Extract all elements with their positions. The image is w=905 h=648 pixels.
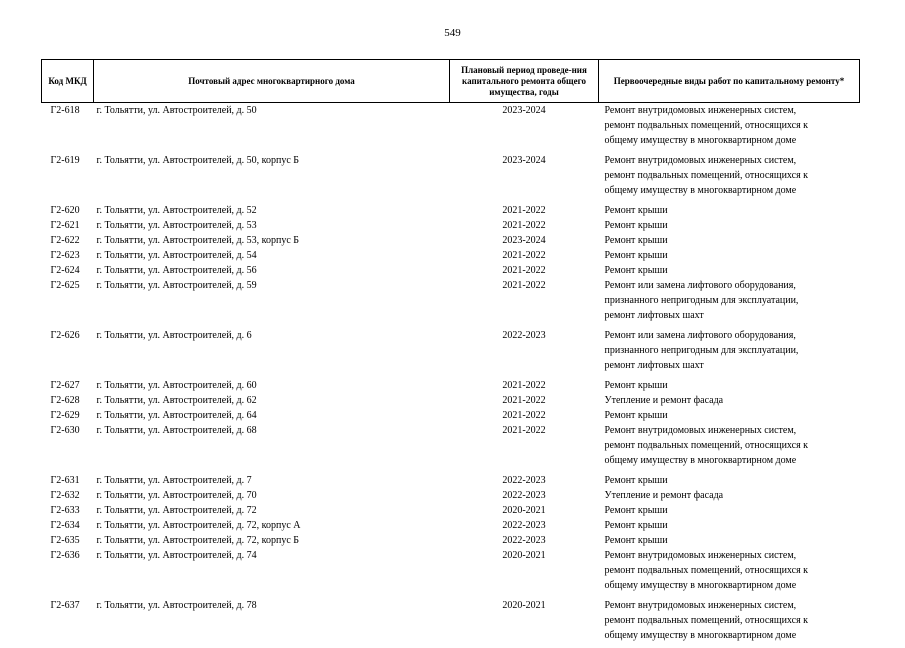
- cell-address: г. Тольятти, ул. Автостроителей, д. 62: [94, 393, 450, 408]
- work-line: общему имуществу в многоквартирном доме: [605, 453, 858, 468]
- header-row: [42, 60, 860, 103]
- work-line: ремонт лифтовых шахт: [605, 358, 858, 373]
- cell-code: Г2-622: [42, 233, 94, 248]
- cell-period: 2021-2022: [450, 278, 599, 328]
- table-row: [42, 263, 860, 278]
- cell-period: 2020-2021: [450, 503, 599, 518]
- table-header: [42, 60, 860, 103]
- cell-address: г. Тольятти, ул. Автостроителей, д. 52: [94, 203, 450, 218]
- cell-period: 2023-2024: [450, 233, 599, 248]
- cell-works: [599, 263, 860, 278]
- cell-period: 2022-2023: [450, 533, 599, 548]
- cell-code: Г2-637: [42, 598, 94, 648]
- work-line: Ремонт крыши: [605, 518, 858, 533]
- cell-code: Г2-631: [42, 473, 94, 488]
- table-row: [42, 153, 860, 203]
- work-line: Утепление и ремонт фасада: [605, 488, 858, 503]
- work-line: Ремонт крыши: [605, 203, 858, 218]
- cell-address: г. Тольятти, ул. Автостроителей, д. 54: [94, 248, 450, 263]
- table-row: [42, 103, 860, 154]
- table-row: [42, 218, 860, 233]
- cell-address: г. Тольятти, ул. Автостроителей, д. 64: [94, 408, 450, 423]
- cell-address: г. Тольятти, ул. Автостроителей, д. 68: [94, 423, 450, 473]
- cell-period: 2020-2021: [450, 548, 599, 598]
- table-row: [42, 203, 860, 218]
- cell-code: Г2-634: [42, 518, 94, 533]
- cell-period: 2023-2024: [450, 153, 599, 203]
- work-line: ремонт подвальных помещений, относящихся к: [605, 563, 858, 578]
- work-line: общему имуществу в многоквартирном доме: [605, 628, 858, 643]
- table-row: [42, 393, 860, 408]
- cell-code: Г2-627: [42, 378, 94, 393]
- work-line: Ремонт крыши: [605, 473, 858, 488]
- cell-works: [599, 378, 860, 393]
- table-row: [42, 598, 860, 648]
- cell-works: [599, 518, 860, 533]
- work-line: Ремонт внутридомовых инженерных систем,: [605, 548, 858, 563]
- cell-code: Г2-624: [42, 263, 94, 278]
- work-line: Ремонт внутридомовых инженерных систем,: [605, 598, 858, 613]
- cell-code: Г2-633: [42, 503, 94, 518]
- cell-works: [599, 503, 860, 518]
- table-row: [42, 503, 860, 518]
- work-line: Ремонт крыши: [605, 378, 858, 393]
- cell-works: [599, 488, 860, 503]
- work-line: ремонт подвальных помещений, относящихся к: [605, 118, 858, 133]
- table-row: [42, 423, 860, 473]
- table-body: [42, 103, 860, 648]
- page-number: 549: [0, 27, 905, 39]
- cell-code: Г2-635: [42, 533, 94, 548]
- cell-period: 2021-2022: [450, 423, 599, 473]
- cell-address: г. Тольятти, ул. Автостроителей, д. 56: [94, 263, 450, 278]
- cell-works: [599, 393, 860, 408]
- table-row: [42, 378, 860, 393]
- cell-works: [599, 328, 860, 378]
- work-line: Ремонт крыши: [605, 503, 858, 518]
- cell-period: 2022-2023: [450, 518, 599, 533]
- cell-code: Г2-623: [42, 248, 94, 263]
- work-line: Ремонт или замена лифтового оборудования,: [605, 278, 858, 293]
- cell-address: г. Тольятти, ул. Автостроителей, д. 50: [94, 103, 450, 154]
- work-line: признанного непригодным для эксплуатации,: [605, 343, 858, 358]
- work-line: Ремонт крыши: [605, 218, 858, 233]
- table-row: [42, 278, 860, 328]
- cell-works: [599, 153, 860, 203]
- cell-address: г. Тольятти, ул. Автостроителей, д. 72: [94, 503, 450, 518]
- header-address: Почтовый адрес многоквартирного дома: [94, 60, 450, 103]
- table-row: [42, 408, 860, 423]
- work-line: Ремонт крыши: [605, 263, 858, 278]
- cell-address: г. Тольятти, ул. Автостроителей, д. 53: [94, 218, 450, 233]
- cell-period: 2021-2022: [450, 218, 599, 233]
- work-line: признанного непригодным для эксплуатации,: [605, 293, 858, 308]
- cell-period: 2022-2023: [450, 328, 599, 378]
- table-row: [42, 328, 860, 378]
- cell-period: 2021-2022: [450, 378, 599, 393]
- work-line: ремонт подвальных помещений, относящихся к: [605, 613, 858, 628]
- cell-code: Г2-630: [42, 423, 94, 473]
- cell-address: г. Тольятти, ул. Автостроителей, д. 78: [94, 598, 450, 648]
- work-line: Ремонт внутридомовых инженерных систем,: [605, 423, 858, 438]
- cell-works: [599, 548, 860, 598]
- table-row: [42, 488, 860, 503]
- work-line: ремонт лифтовых шахт: [605, 308, 858, 323]
- cell-works: [599, 103, 860, 154]
- cell-period: 2023-2024: [450, 103, 599, 154]
- cell-code: Г2-629: [42, 408, 94, 423]
- cell-works: [599, 423, 860, 473]
- work-line: Ремонт внутридомовых инженерных систем,: [605, 153, 858, 168]
- work-line: Ремонт крыши: [605, 248, 858, 263]
- cell-period: 2021-2022: [450, 248, 599, 263]
- work-line: общему имуществу в многоквартирном доме: [605, 133, 858, 148]
- cell-period: 2022-2023: [450, 488, 599, 503]
- work-line: ремонт подвальных помещений, относящихся к: [605, 438, 858, 453]
- work-line: общему имуществу в многоквартирном доме: [605, 183, 858, 198]
- cell-code: Г2-621: [42, 218, 94, 233]
- cell-address: г. Тольятти, ул. Автостроителей, д. 6: [94, 328, 450, 378]
- cell-works: [599, 598, 860, 648]
- table-row: [42, 473, 860, 488]
- cell-works: [599, 218, 860, 233]
- header-works: Первоочередные виды работ по капитальному ремонту*: [599, 60, 860, 103]
- cell-code: Г2-618: [42, 103, 94, 154]
- work-line: Утепление и ремонт фасада: [605, 393, 858, 408]
- work-line: Ремонт внутридомовых инженерных систем,: [605, 103, 858, 118]
- cell-address: г. Тольятти, ул. Автостроителей, д. 7: [94, 473, 450, 488]
- table-row: [42, 533, 860, 548]
- table-row: [42, 548, 860, 598]
- cell-address: г. Тольятти, ул. Автостроителей, д. 53, корпус Б: [94, 233, 450, 248]
- cell-period: 2021-2022: [450, 263, 599, 278]
- cell-period: 2021-2022: [450, 203, 599, 218]
- cell-address: г. Тольятти, ул. Автостроителей, д. 50, корпус Б: [94, 153, 450, 203]
- cell-address: г. Тольятти, ул. Автостроителей, д. 60: [94, 378, 450, 393]
- cell-works: [599, 473, 860, 488]
- cell-period: 2021-2022: [450, 393, 599, 408]
- cell-code: Г2-625: [42, 278, 94, 328]
- cell-address: г. Тольятти, ул. Автостроителей, д. 74: [94, 548, 450, 598]
- table-row: [42, 248, 860, 263]
- capital-repair-table: [41, 59, 860, 648]
- cell-period: 2021-2022: [450, 408, 599, 423]
- cell-code: Г2-620: [42, 203, 94, 218]
- cell-works: [599, 533, 860, 548]
- work-line: Ремонт крыши: [605, 408, 858, 423]
- cell-code: Г2-628: [42, 393, 94, 408]
- cell-works: [599, 203, 860, 218]
- cell-address: г. Тольятти, ул. Автостроителей, д. 70: [94, 488, 450, 503]
- cell-works: [599, 408, 860, 423]
- cell-code: Г2-619: [42, 153, 94, 203]
- header-code: Код МКД: [42, 60, 94, 103]
- table-row: [42, 518, 860, 533]
- work-line: Ремонт крыши: [605, 233, 858, 248]
- cell-works: [599, 233, 860, 248]
- header-period: Плановый период проведе-ния капитального ремонта общего имущества, годы: [450, 60, 599, 103]
- cell-address: г. Тольятти, ул. Автостроителей, д. 72, корпус Б: [94, 533, 450, 548]
- cell-code: Г2-626: [42, 328, 94, 378]
- work-line: ремонт подвальных помещений, относящихся к: [605, 168, 858, 183]
- cell-code: Г2-636: [42, 548, 94, 598]
- cell-works: [599, 248, 860, 263]
- cell-period: 2022-2023: [450, 473, 599, 488]
- cell-period: 2020-2021: [450, 598, 599, 648]
- cell-address: г. Тольятти, ул. Автостроителей, д. 59: [94, 278, 450, 328]
- cell-address: г. Тольятти, ул. Автостроителей, д. 72, корпус А: [94, 518, 450, 533]
- cell-works: [599, 278, 860, 328]
- work-line: Ремонт крыши: [605, 533, 858, 548]
- cell-code: Г2-632: [42, 488, 94, 503]
- work-line: общему имуществу в многоквартирном доме: [605, 578, 858, 593]
- work-line: Ремонт или замена лифтового оборудования,: [605, 328, 858, 343]
- table-row: [42, 233, 860, 248]
